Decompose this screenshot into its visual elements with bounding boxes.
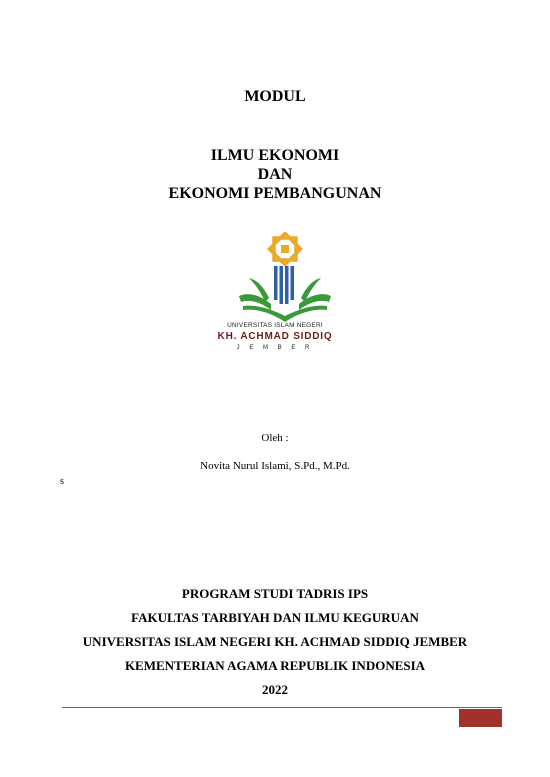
footer-year: 2022 [262,682,288,697]
university-logo-icon [233,232,337,327]
subject-line-2: DAN [257,166,293,183]
logo-text-line2: KH. ACHMAD SIDDIQ [217,331,333,342]
logo-text-line1: UNIVERSITAS ISLAM NEGERI [227,322,323,329]
document-subject [0,146,550,203]
footer-line-4: KEMENTERIAN AGAMA REPUBLIK INDONESIA [124,658,426,673]
subject-line-1: ILMU EKONOMI [210,147,340,164]
footer-line-1: PROGRAM STUDI TADRIS IPS [181,586,369,601]
institution-block [0,582,550,702]
subject-line-3: EKONOMI PEMBANGUNAN [168,185,382,202]
footer-line-3: UNIVERSITAS ISLAM NEGERI KH. ACHMAD SIDDIQ JEMBER [82,634,468,649]
logo-text-line3: J E M B E R [236,345,314,351]
document-label: MODUL [244,88,306,105]
page-number-box [459,709,502,727]
by-label: Oleh : [261,432,289,444]
logo-star [269,233,300,264]
author-name: Novita Nurul Islami, S.Pd., M.Pd. [200,460,350,472]
footer-line-2: FAKULTAS TARBIYAH DAN ILMU KEGURUAN [131,610,419,625]
footer-rule [62,707,502,708]
stray-text: s [60,476,64,487]
logo-bars [274,266,294,304]
